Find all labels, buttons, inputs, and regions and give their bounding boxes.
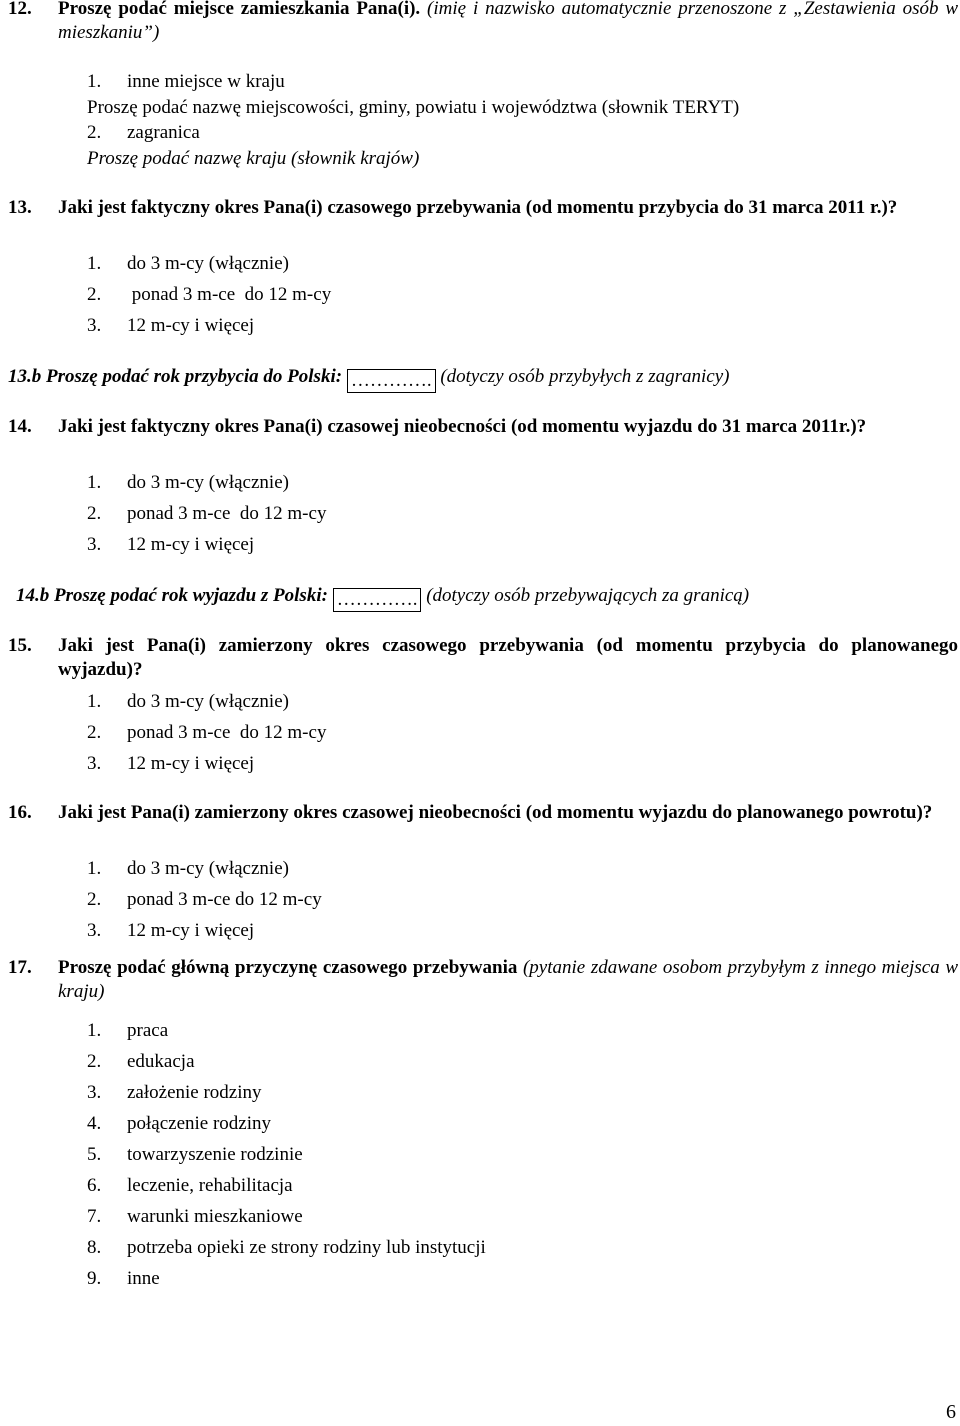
q17-option-3[interactable]: 3. założenie rodziny — [87, 1082, 262, 1103]
option-label: warunki mieszkaniowe — [127, 1206, 303, 1227]
option-label: ponad 3 m-ce do 12 m-cy — [127, 284, 332, 305]
option-label: do 3 m-cy (włącznie) — [127, 253, 289, 274]
q17-option-6[interactable]: 6. leczenie, rehabilitacja — [87, 1175, 293, 1196]
option-label: edukacja — [127, 1051, 195, 1072]
question-13b — [8, 365, 729, 393]
q17-option-1[interactable]: 1. praca — [87, 1020, 169, 1041]
question-text: Proszę podać główną przyczynę czasowego przebywania — [58, 957, 518, 978]
option-label: do 3 m-cy (włącznie) — [127, 858, 289, 879]
q12-option-2[interactable]: 2. zagranica — [87, 122, 200, 143]
question-14b — [16, 584, 749, 612]
q16-option-1[interactable]: 1. do 3 m-cy (włącznie) — [87, 858, 289, 879]
question-number: 14. — [8, 416, 32, 437]
q12-option-2-instruction: Proszę podać nazwę kraju (słownik krajów) — [87, 148, 420, 169]
question-text: Jaki jest Pana(i) zamierzony okres czasowej nieobecności (od momentu wyjazdu do planowanego powrotu)? — [58, 802, 933, 823]
question-13 — [8, 196, 958, 220]
option-label: 12 m-cy i więcej — [127, 315, 255, 336]
option-label: ponad 3 m-ce do 12 m-cy — [127, 503, 327, 524]
question-text: Jaki jest faktyczny okres Pana(i) czasowej nieobecności (od momentu wyjazdu do 31 marca 2011r.)? — [58, 416, 867, 437]
q17-option-9[interactable]: 9. inne — [87, 1268, 160, 1289]
question-number: 17. — [8, 957, 32, 978]
q12-option-1-instruction: Proszę podać nazwę miejscowości, gminy, powiatu i województwa (słownik TERYT) — [87, 97, 740, 118]
question-15 — [8, 634, 958, 682]
q16-option-3[interactable]: 3. 12 m-cy i więcej — [87, 920, 255, 941]
q13-option-2[interactable]: 2. ponad 3 m-ce do 12 m-cy — [87, 284, 332, 305]
question-number: 13. — [8, 197, 32, 218]
question-text: Jaki jest Pana(i) zamierzony okres czasowego przebywania (od momentu przybycia do planowanego wyjazdu)? — [58, 635, 958, 680]
option-label: ponad 3 m-ce do 12 m-cy — [127, 722, 327, 743]
q14-option-1[interactable]: 1. do 3 m-cy (włącznie) — [87, 472, 289, 493]
q17-option-2[interactable]: 2. edukacja — [87, 1051, 195, 1072]
question-note: (pytanie zdawane osobom przybyłym z innego miejsca w kraju) — [58, 957, 958, 1002]
option-label: inne — [127, 1268, 160, 1289]
year-of-departure-field[interactable]: …………. — [333, 588, 422, 612]
option-label: praca — [127, 1020, 169, 1041]
question-16 — [8, 801, 958, 825]
option-label: ponad 3 m-ce do 12 m-cy — [127, 889, 322, 910]
question-text: Proszę podać miejsce zamieszkania Pana(i). — [58, 0, 421, 19]
question-17 — [8, 956, 958, 1004]
question-note: (dotyczy osób przybyłych z zagranicy) — [440, 366, 730, 387]
option-label: połączenie rodziny — [127, 1113, 272, 1134]
q15-option-2[interactable]: 2. ponad 3 m-ce do 12 m-cy — [87, 722, 327, 743]
option-label: założenie rodziny — [127, 1082, 262, 1103]
page-number: 6 — [946, 1401, 956, 1423]
q13-option-3[interactable]: 3. 12 m-cy i więcej — [87, 315, 255, 336]
q17-option-8[interactable]: 8. potrzeba opieki ze strony rodziny lub instytucji — [87, 1237, 486, 1258]
q17-option-5[interactable]: 5. towarzyszenie rodzinie — [87, 1144, 303, 1165]
option-label: do 3 m-cy (włącznie) — [127, 691, 289, 712]
q15-option-3[interactable]: 3. 12 m-cy i więcej — [87, 753, 255, 774]
question-note: (dotyczy osób przebywających za granicą) — [426, 585, 750, 606]
question-number: 16. — [8, 802, 32, 823]
question-text: 14.b Proszę podać rok wyjazdu z Polski: — [16, 585, 328, 606]
option-label: potrzeba opieki ze strony rodziny lub instytucji — [127, 1237, 486, 1258]
question-text: 13.b Proszę podać rok przybycia do Polski: — [8, 366, 343, 387]
option-label: 12 m-cy i więcej — [127, 753, 255, 774]
q14-option-2[interactable]: 2. ponad 3 m-ce do 12 m-cy — [87, 503, 327, 524]
question-text: Jaki jest faktyczny okres Pana(i) czasowego przebywania (od momentu przybycia do 31 marca 2011 r.)? — [58, 197, 898, 218]
q12-option-1[interactable]: 1. inne miejsce w kraju — [87, 71, 285, 92]
option-label: inne miejsce w kraju — [127, 71, 285, 92]
q17-option-4[interactable]: 4. połączenie rodziny — [87, 1113, 272, 1134]
option-label: zagranica — [127, 122, 200, 143]
option-label: 12 m-cy i więcej — [127, 534, 255, 555]
question-number: 15. — [8, 635, 32, 656]
year-of-arrival-field[interactable]: …………. — [347, 369, 436, 393]
q16-option-2[interactable]: 2. ponad 3 m-ce do 12 m-cy — [87, 889, 322, 910]
option-label: do 3 m-cy (włącznie) — [127, 472, 289, 493]
q17-option-7[interactable]: 7. warunki mieszkaniowe — [87, 1206, 303, 1227]
q13-option-1[interactable]: 1. do 3 m-cy (włącznie) — [87, 253, 289, 274]
option-label: 12 m-cy i więcej — [127, 920, 255, 941]
question-number: 12. — [8, 0, 32, 19]
question-14 — [8, 415, 958, 439]
question-note: (imię i nazwisko automatycznie przenoszone z „Zestawienia osób w mieszkaniu”) — [58, 0, 958, 43]
option-label: leczenie, rehabilitacja — [127, 1175, 293, 1196]
option-label: towarzyszenie rodzinie — [127, 1144, 303, 1165]
q14-option-3[interactable]: 3. 12 m-cy i więcej — [87, 534, 255, 555]
question-12 — [8, 0, 958, 45]
q15-option-1[interactable]: 1. do 3 m-cy (włącznie) — [87, 691, 289, 712]
